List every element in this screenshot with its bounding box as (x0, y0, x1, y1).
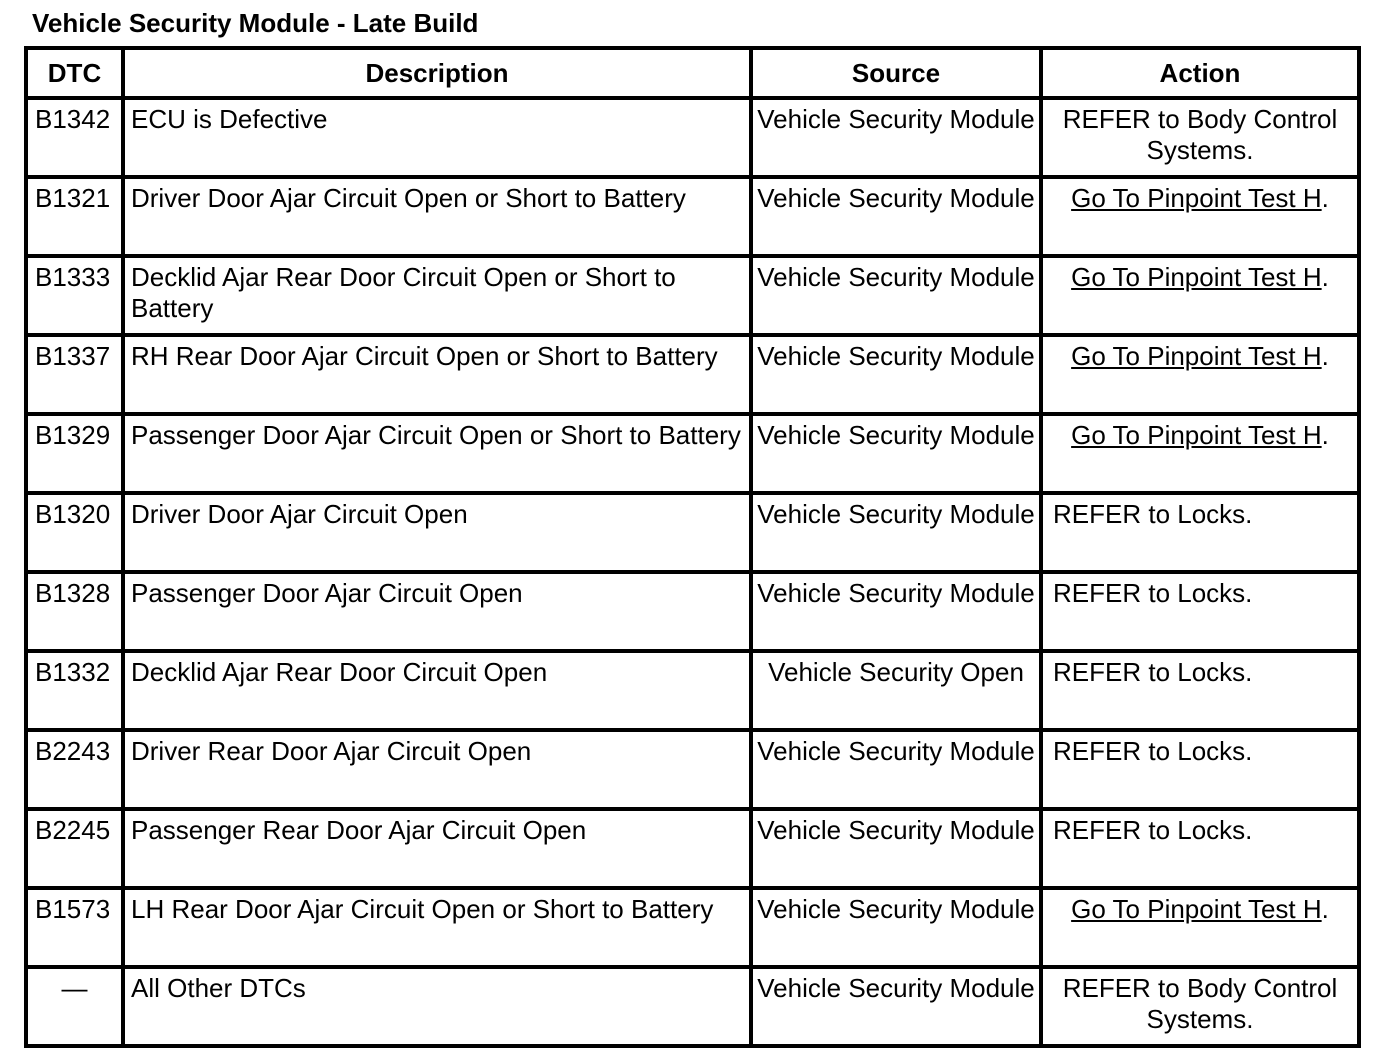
dtc-code: B1320 (26, 493, 123, 572)
dtc-description: Driver Door Ajar Circuit Open or Short to Battery (123, 177, 751, 256)
dtc-action (1041, 572, 1359, 651)
table-row (26, 572, 1359, 651)
table-body (26, 98, 1359, 1046)
dtc-code: B1321 (26, 177, 123, 256)
column-header-action: Action (1041, 48, 1359, 98)
table-row (26, 888, 1359, 967)
pinpoint-test-link[interactable]: Go To Pinpoint Test H (1071, 894, 1322, 924)
dtc-source: Vehicle Security Module (751, 493, 1041, 572)
dtc-description: RH Rear Door Ajar Circuit Open or Short to Battery (123, 335, 751, 414)
dtc-source: Vehicle Security Module (751, 888, 1041, 967)
pinpoint-test-link[interactable]: Go To Pinpoint Test H (1071, 262, 1322, 292)
pinpoint-test-link[interactable]: Go To Pinpoint Test H (1071, 420, 1322, 450)
dtc-code: B1329 (26, 414, 123, 493)
dtc-action (1041, 730, 1359, 809)
table-row (26, 256, 1359, 335)
dtc-code: B2243 (26, 730, 123, 809)
dtc-code: B1328 (26, 572, 123, 651)
action-suffix: . (1321, 262, 1329, 292)
dtc-action (1041, 177, 1359, 256)
dtc-action (1041, 335, 1359, 414)
dtc-code: B1337 (26, 335, 123, 414)
dtc-code: B1342 (26, 98, 123, 177)
dtc-source: Vehicle Security Open (751, 651, 1041, 730)
pinpoint-test-link[interactable]: Go To Pinpoint Test H (1071, 341, 1322, 371)
dtc-action (1041, 967, 1359, 1046)
table-row (26, 730, 1359, 809)
action-text: REFER to Locks. (1053, 815, 1253, 845)
column-header-description: Description (123, 48, 751, 98)
action-text: REFER to Body Control Systems. (1062, 104, 1338, 165)
column-header-dtc: DTC (26, 48, 123, 98)
action-suffix: . (1321, 341, 1329, 371)
dtc-source: Vehicle Security Module (751, 967, 1041, 1046)
table-row (26, 177, 1359, 256)
dtc-description: Decklid Ajar Rear Door Circuit Open (123, 651, 751, 730)
table-row (26, 335, 1359, 414)
dtc-code: B1573 (26, 888, 123, 967)
dtc-code: B2245 (26, 809, 123, 888)
dtc-source: Vehicle Security Module (751, 177, 1041, 256)
dtc-action (1041, 888, 1359, 967)
dtc-description: Decklid Ajar Rear Door Circuit Open or Short to Battery (123, 256, 751, 335)
dtc-source: Vehicle Security Module (751, 335, 1041, 414)
action-text: REFER to Locks. (1053, 736, 1253, 766)
dtc-action (1041, 256, 1359, 335)
dtc-source: Vehicle Security Module (751, 730, 1041, 809)
dtc-description: ECU is Defective (123, 98, 751, 177)
dtc-description: Passenger Door Ajar Circuit Open (123, 572, 751, 651)
pinpoint-test-link[interactable]: Go To Pinpoint Test H (1071, 183, 1322, 213)
dtc-table (24, 46, 1361, 1048)
dtc-code: B1332 (26, 651, 123, 730)
dtc-action (1041, 651, 1359, 730)
dtc-action (1041, 98, 1359, 177)
dtc-description: Driver Door Ajar Circuit Open (123, 493, 751, 572)
action-suffix: . (1321, 420, 1329, 450)
dtc-description: All Other DTCs (123, 967, 751, 1046)
column-header-source: Source (751, 48, 1041, 98)
action-suffix: . (1321, 894, 1329, 924)
dtc-source: Vehicle Security Module (751, 256, 1041, 335)
action-text: REFER to Locks. (1053, 657, 1253, 687)
action-text: REFER to Body Control Systems. (1062, 973, 1338, 1034)
table-row (26, 651, 1359, 730)
dtc-action (1041, 414, 1359, 493)
dtc-description: Passenger Rear Door Ajar Circuit Open (123, 809, 751, 888)
dtc-code: — (26, 967, 123, 1046)
table-row (26, 98, 1359, 177)
table-row (26, 493, 1359, 572)
dtc-description: Driver Rear Door Ajar Circuit Open (123, 730, 751, 809)
action-text: REFER to Locks. (1053, 499, 1253, 529)
page-title: Vehicle Security Module - Late Build (32, 8, 479, 38)
dtc-source: Vehicle Security Module (751, 98, 1041, 177)
table-header-row (26, 48, 1359, 98)
dtc-code: B1333 (26, 256, 123, 335)
dtc-source: Vehicle Security Module (751, 572, 1041, 651)
dtc-description: Passenger Door Ajar Circuit Open or Short to Battery (123, 414, 751, 493)
dtc-description: LH Rear Door Ajar Circuit Open or Short to Battery (123, 888, 751, 967)
table-row (26, 414, 1359, 493)
action-suffix: . (1321, 183, 1329, 213)
table-row (26, 967, 1359, 1046)
action-text: REFER to Locks. (1053, 578, 1253, 608)
dtc-action (1041, 809, 1359, 888)
dtc-action (1041, 493, 1359, 572)
dtc-source: Vehicle Security Module (751, 809, 1041, 888)
dtc-source: Vehicle Security Module (751, 414, 1041, 493)
table-row (26, 809, 1359, 888)
